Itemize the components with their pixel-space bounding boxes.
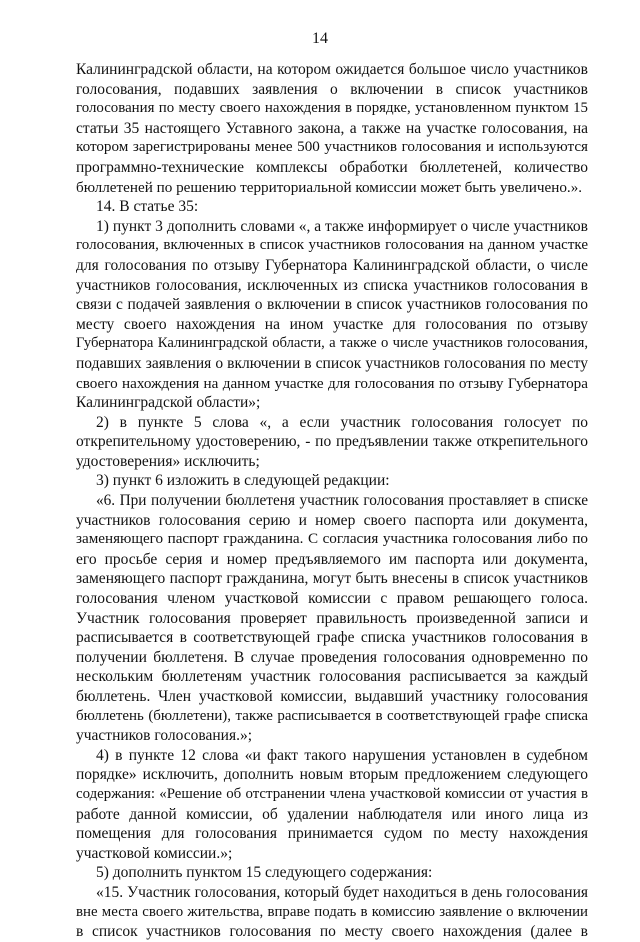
text-line: вне места своего жительства, вправе подать в комиссию заявление о включении [76, 903, 588, 920]
text-line: порядке» исключить, дополнить новым вторым предложением следующего [76, 766, 588, 784]
text-line: Калининградской области»; [76, 394, 261, 412]
text-line: заменяющего паспорт гражданина, могут быть внесены в список участников [76, 570, 588, 588]
text-line: голосования, подавших заявления о включении в список участников [76, 80, 588, 98]
text-line: связи с подачей заявления о включении в список участников голосования по [76, 296, 588, 314]
text-line: 2) в пункте 5 слова «, а если участник голосования голосует по [96, 413, 588, 431]
text-line: статьи 35 настоящего Уставного закона, а также на участке голосования, на [76, 119, 588, 137]
text-line: работе данной комиссии, об удалении наблюдателя или иного лица из [76, 805, 588, 823]
text-line: голосования по месту своего нахождения в порядке, установленном пунктом 15 [76, 100, 588, 117]
text-line: 4) в пункте 12 слова «и факт такого нарушения установлен в судебном [96, 746, 588, 764]
text-line: бюллетеней по решению территориальной комиссии может быть увеличено.». [76, 178, 583, 196]
text-line: 1) пункт 3 дополнить словами «, а также информирует о числе участников [96, 217, 588, 235]
text-line: участников голосования, исключенных из списка участников голосования в [76, 276, 588, 294]
body-text [76, 60, 588, 942]
text-line: участковой комиссии.»; [76, 844, 233, 862]
text-line: голосования, включенных в список участников голосования на данном участке [76, 237, 588, 254]
text-line: нескольким бюллетеням участник голосования расписывается за каждый [76, 668, 588, 686]
text-line: своего нахождения на данном участке для голосования по отзыву Губернатора [76, 374, 588, 392]
text-line: заменяющего паспорт гражданина. С согласия участника голосования либо по [76, 531, 588, 548]
text-line: 14. В статье 35: [96, 198, 199, 216]
text-line: 3) пункт 6 изложить в следующей редакции: [96, 472, 390, 490]
text-line: расписывается в соответствующей графе списка участников голосования в [76, 629, 588, 647]
page-number: 14 [312, 30, 328, 47]
text-line: Калининградской области, на котором ожидается большое число участников [76, 61, 588, 78]
text-line: 5) дополнить пунктом 15 следующего содержания: [96, 864, 433, 882]
text-line: «15. Участник голосования, который будет находиться в день голосования [96, 883, 588, 901]
text-line: содержания: «Решение об отстранении члена участковой комиссии от участия в [76, 785, 588, 802]
text-line: программно-технические комплексы обработки бюллетеней, количество [76, 158, 588, 176]
text-line: месту своего нахождения на ином участке для голосования по отзыву [76, 315, 588, 333]
text-line: участников голосования.»; [76, 727, 253, 745]
text-line: бюллетень. Член участковой комиссии, выдавший участнику голосования [76, 688, 588, 705]
text-line: голосования членом участковой комиссии с правом решающего голоса. [76, 590, 588, 608]
text-line: подавших заявления о включении в список участников голосования по месту [76, 354, 588, 372]
text-line: в список участников голосования по месту своего нахождения (далее в [76, 923, 588, 941]
text-line: бюллетень (бюллетени), также расписывается в соответствующей графе списка [76, 707, 588, 724]
text-line: «6. При получении бюллетеня участник голосования проставляет в списке [96, 492, 588, 510]
text-line: участников голосования серию и номер своего паспорта или документа, [76, 511, 588, 529]
text-line: Губернатора Калининградской области, а также о числе участников голосования, [76, 335, 588, 352]
text-line: удостоверения» исключить; [76, 452, 260, 470]
text-line: котором зарегистрированы менее 500 участников голосования и используются [76, 139, 588, 156]
text-line: Участник голосования проверяет правильность произведенной записи и [76, 609, 588, 627]
text-line: открепительному удостоверению, - по предъявлении также открепительного [76, 433, 588, 451]
text-line: получении бюллетеня. В случае проведения голосования одновременно по [76, 648, 588, 666]
text-line: помещения для голосования принимается судом по месту нахождения [76, 825, 588, 843]
text-line: его просьбе серия и номер предъявляемого им паспорта или документа, [76, 550, 588, 568]
text-line: для голосования по отзыву Губернатора Калининградской области, о числе [76, 256, 588, 274]
